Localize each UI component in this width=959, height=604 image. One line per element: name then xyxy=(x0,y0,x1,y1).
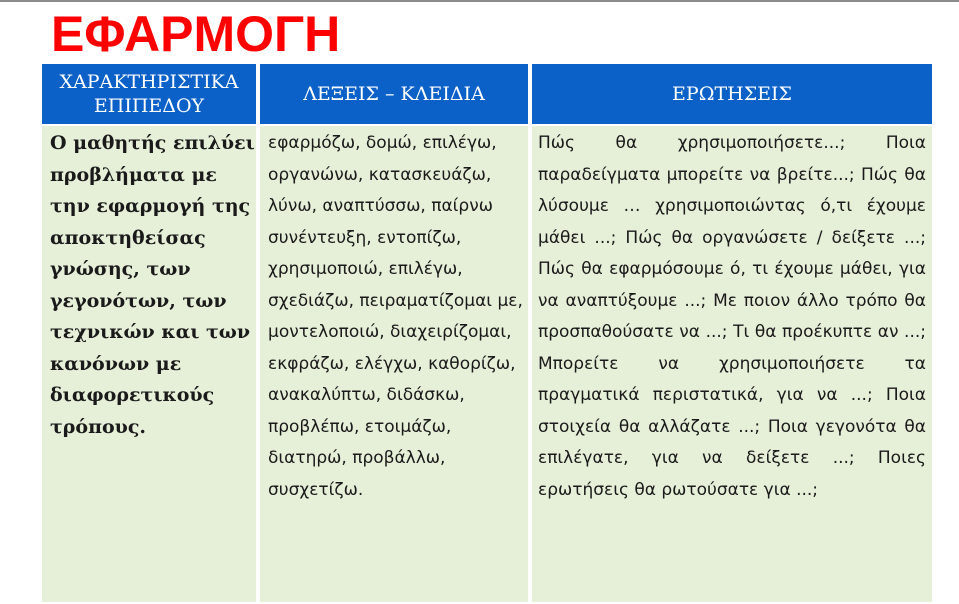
header-characteristics: ΧΑΡΑΚΤΗΡΙΣΤΙΚΑ ΕΠΙΠΕΔΟΥ xyxy=(42,64,256,124)
taxonomy-table xyxy=(42,64,924,600)
header-keywords: ΛΕΞΕΙΣ – ΚΛΕΙΔΙΑ xyxy=(260,64,528,124)
cell-characteristics: Ο μαθητής επιλύει προβλήματα με την εφαρμογή της αποκτηθείσας γνώσης, των γεγονότων, των τεχνικών και των κανόνων με διαφορετικούς τρόπους. xyxy=(42,126,256,602)
cell-keywords: εφαρμόζω, δομώ, επιλέγω, οργανώνω, κατασκευάζω, λύνω, αναπτύσσω, παίρνω συνέντευξη, εντοπίζω, χρησιμοποιώ, επιλέγω, σχεδιάζω, πειραματίζομαι με, μοντελοποιώ, διαχειρίζομαι, εκφράζω, ελέγχω, καθορίζω, ανακαλύπτω, διδάσκω, προβλέπω, ετοιμάζω, διατηρώ, προβάλλω, συσχετίζω. xyxy=(260,126,528,602)
page-title: ΕΦΑΡΜΟΓΗ xyxy=(51,6,341,62)
top-divider xyxy=(0,0,959,2)
cell-questions: Πώς θα χρησιμοποιήσετε...; Ποια παραδείγματα μπορείτε να βρείτε...; Πώς θα λύσουμε … χρησιμοποιώντας ό,τι έχουμε μάθει ...; Πώς θα οργανώσετε / δείξετε ...; Πώς θα εφαρμόσουμε ό, τι έχουμε μάθει, για να αναπτύξουμε ...; Με ποιον άλλο τρόπο θα προσπαθούσατε να ...; Τι θα προέκυπτε αν ...; Μπορείτε να χρησιμοποιήσετε τα πραγματικά περιστατικά, για να ...; Ποια στοιχεία θα αλλάζατε ...; Ποια γεγονότα θα επιλέγατε, για να δείξετε ...; Ποιες ερωτήσεις θα ρωτούσατε για ...; xyxy=(532,126,932,602)
header-questions: ΕΡΩΤΗΣΕΙΣ xyxy=(532,64,932,124)
